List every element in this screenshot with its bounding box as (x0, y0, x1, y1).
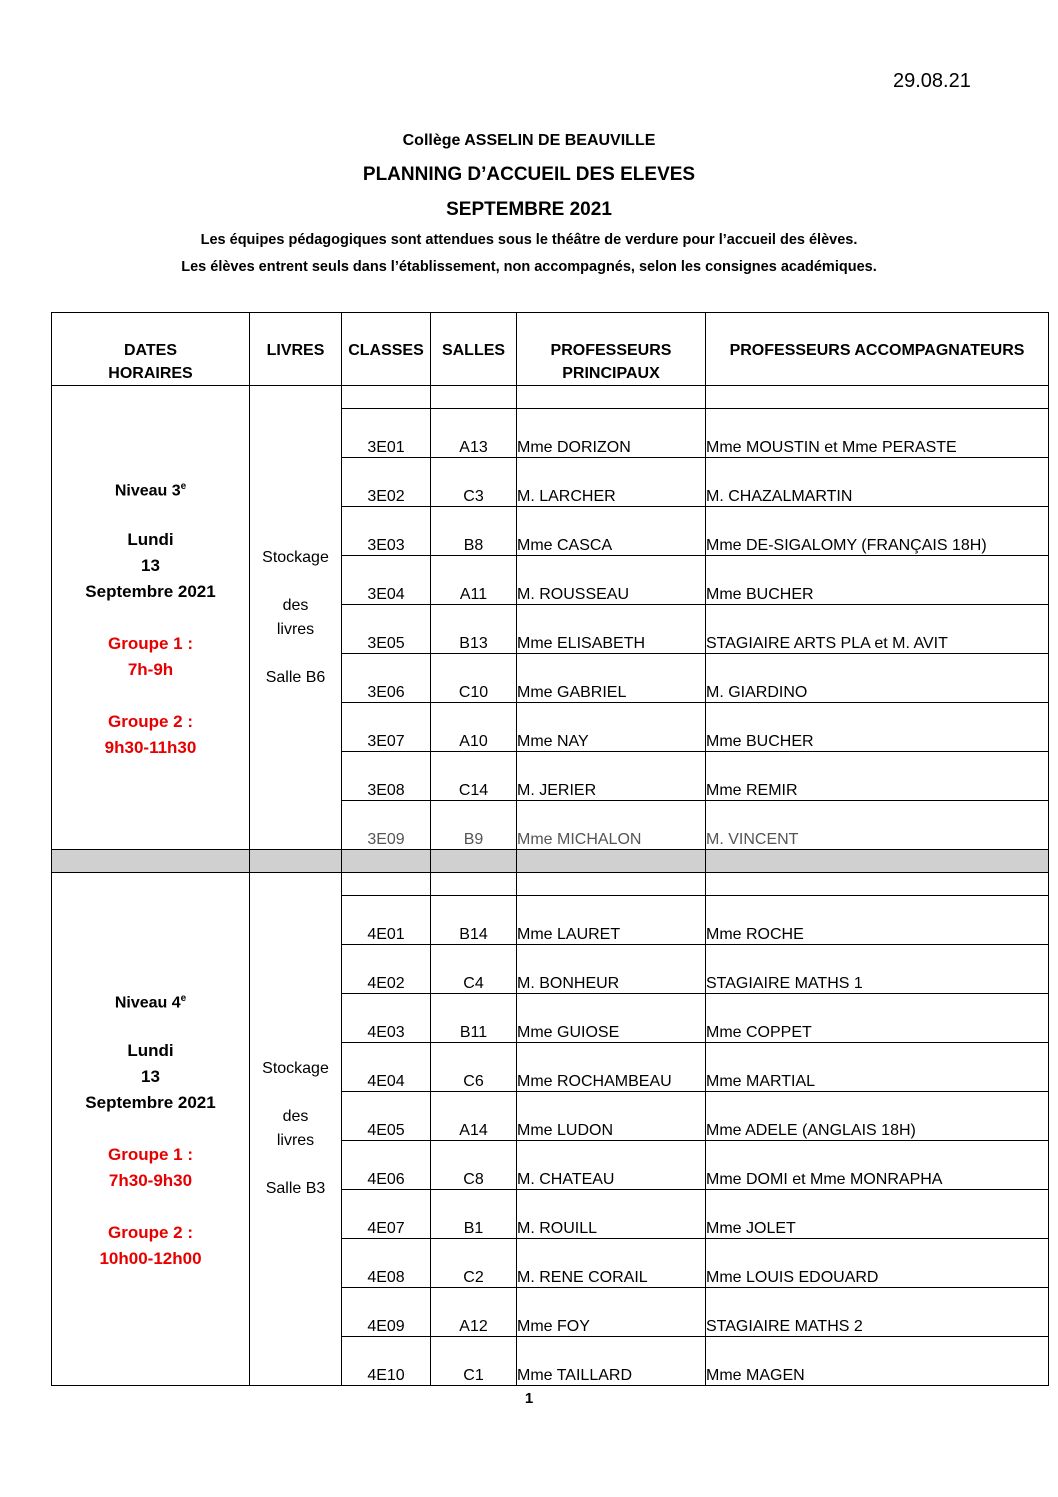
main-teacher-cell: Mme TAILLARD (517, 1337, 706, 1386)
main-teacher-cell: Mme GUIOSE (517, 994, 706, 1043)
class-cell: 4E10 (342, 1337, 431, 1386)
level-label: Niveau 4e (114, 992, 187, 1012)
books-storage-cell (250, 386, 342, 850)
group-1-time: 7h-9h (127, 659, 174, 679)
books-storage-cell (250, 873, 342, 1386)
month-label: Septembre 2021 (85, 581, 216, 601)
header-professeurs-principaux: PROFESSEURS PRINCIPAUX (517, 313, 706, 386)
room-cell: B8 (431, 507, 517, 556)
dates-horaires-cell (52, 873, 250, 1386)
accompanying-teacher-cell: Mme MOUSTIN et Mme PERASTE (706, 409, 1049, 458)
class-cell: 3E08 (342, 752, 431, 801)
main-teacher-cell: Mme ELISABETH (517, 605, 706, 654)
room-cell: B1 (431, 1190, 517, 1239)
class-cell: 4E08 (342, 1239, 431, 1288)
main-teacher-cell: M. LARCHER (517, 458, 706, 507)
main-teacher-cell: Mme LUDON (517, 1092, 706, 1141)
main-teacher-cell: M. RENE CORAIL (517, 1239, 706, 1288)
class-cell: 3E04 (342, 556, 431, 605)
planning-table (51, 312, 1049, 1386)
room-cell: C4 (431, 945, 517, 994)
class-cell: 3E02 (342, 458, 431, 507)
accompanying-teacher-cell: STAGIAIRE ARTS PLA et M. AVIT (706, 605, 1049, 654)
class-cell: 4E06 (342, 1141, 431, 1190)
class-cell: 3E03 (342, 507, 431, 556)
room-cell: B11 (431, 994, 517, 1043)
main-teacher-cell: Mme LAURET (517, 896, 706, 945)
header-professeurs-accompagnateurs: PROFESSEURS ACCOMPAGNATEURS (706, 313, 1049, 386)
accompanying-teacher-cell: M. GIARDINO (706, 654, 1049, 703)
class-cell: 3E06 (342, 654, 431, 703)
books-line-2: des (282, 1108, 309, 1125)
group-2-label: Groupe 2 : (107, 711, 193, 731)
books-line-1: Stockage (262, 1060, 329, 1077)
room-cell: B13 (431, 605, 517, 654)
room-cell: C3 (431, 458, 517, 507)
main-teacher-cell: M. BONHEUR (517, 945, 706, 994)
header-salles: SALLES (431, 313, 517, 386)
accompanying-teacher-cell: STAGIAIRE MATHS 1 (706, 945, 1049, 994)
accompanying-teacher-cell: Mme BUCHER (706, 556, 1049, 605)
group-2-time: 9h30-11h30 (104, 737, 197, 757)
books-room: Salle B6 (265, 668, 326, 686)
room-cell: C8 (431, 1141, 517, 1190)
accompanying-teacher-cell: Mme MARTIAL (706, 1043, 1049, 1092)
books-line-3: livres (276, 620, 315, 638)
room-cell: B14 (431, 896, 517, 945)
header-livres: LIVRES (250, 313, 342, 386)
dates-horaires-cell (52, 386, 250, 850)
room-cell: A14 (431, 1092, 517, 1141)
level-label: Niveau 3e (114, 481, 187, 500)
room-cell: C10 (431, 654, 517, 703)
main-teacher-cell: Mme ROCHAMBEAU (517, 1043, 706, 1092)
books-line-3: livres (276, 1132, 315, 1149)
main-teacher-cell: Mme NAY (517, 703, 706, 752)
class-cell: 4E07 (342, 1190, 431, 1239)
main-teacher-cell: M. JERIER (517, 752, 706, 801)
main-teacher-cell: Mme FOY (517, 1288, 706, 1337)
block-niveau-4 (52, 873, 1049, 1386)
class-cell: 4E05 (342, 1092, 431, 1141)
room-cell: C1 (431, 1337, 517, 1386)
group-1-label: Groupe 1 : (107, 1145, 193, 1165)
group-1-time: 7h30-9h30 (108, 1171, 193, 1191)
room-cell: A10 (431, 703, 517, 752)
accompanying-teacher-cell: STAGIAIRE MATHS 2 (706, 1288, 1049, 1337)
room-cell: C2 (431, 1239, 517, 1288)
accompanying-teacher-cell: M. CHAZALMARTIN (706, 458, 1049, 507)
accompanying-teacher-cell: Mme DOMI et Mme MONRAPHA (706, 1141, 1049, 1190)
table-header-row (52, 313, 1049, 386)
page-number: 1 (524, 1390, 534, 1407)
instruction-line-1: Les équipes pédagogiques sont attendues sous le théâtre de verdure pour l’accueil des élèves. (200, 232, 858, 248)
college-name: Collège ASSELIN DE BEAUVILLE (402, 132, 656, 149)
group-1-label: Groupe 1 : (107, 633, 193, 653)
accompanying-teacher-cell: Mme ADELE (ANGLAIS 18H) (706, 1092, 1049, 1141)
class-cell: 4E01 (342, 896, 431, 945)
books-line-1: Stockage (262, 548, 329, 566)
group-2-time: 10h00-12h00 (99, 1249, 202, 1269)
day-label: Lundi (127, 1041, 174, 1061)
accompanying-teacher-cell: Mme COPPET (706, 994, 1049, 1043)
accompanying-teacher-cell: Mme REMIR (706, 752, 1049, 801)
room-cell: C6 (431, 1043, 517, 1092)
class-cell: 4E02 (342, 945, 431, 994)
separator-block (52, 850, 1049, 873)
accompanying-teacher-cell: Mme BUCHER (706, 703, 1049, 752)
header-dates: DATES HORAIRES (52, 313, 250, 386)
class-cell: 4E09 (342, 1288, 431, 1337)
accompanying-teacher-cell: M. VINCENT (706, 801, 1049, 850)
day-number: 13 (141, 555, 160, 575)
document-date: 29.08.21 (893, 70, 971, 92)
day-label: Lundi (127, 529, 174, 549)
room-cell: C14 (431, 752, 517, 801)
class-cell: 3E07 (342, 703, 431, 752)
room-cell: B9 (431, 801, 517, 850)
main-teacher-cell: Mme CASCA (517, 507, 706, 556)
header-classes: CLASSES (342, 313, 431, 386)
accompanying-teacher-cell: Mme LOUIS EDOUARD (706, 1239, 1049, 1288)
main-teacher-cell: M. CHATEAU (517, 1141, 706, 1190)
main-teacher-cell: M. ROUSSEAU (517, 556, 706, 605)
main-teacher-cell: Mme DORIZON (517, 409, 706, 458)
accompanying-teacher-cell: Mme MAGEN (706, 1337, 1049, 1386)
document-title: PLANNING D’ACCUEIL DES ELEVES (362, 164, 696, 185)
class-cell: 4E04 (342, 1043, 431, 1092)
accompanying-teacher-cell: Mme JOLET (706, 1190, 1049, 1239)
class-cell: 3E05 (342, 605, 431, 654)
room-cell: A13 (431, 409, 517, 458)
accompanying-teacher-cell: Mme DE-SIGALOMY (FRANÇAIS 18H) (706, 507, 1049, 556)
room-cell: A11 (431, 556, 517, 605)
group-2-label: Groupe 2 : (107, 1223, 193, 1243)
class-cell: 3E09 (342, 801, 431, 850)
room-cell: A12 (431, 1288, 517, 1337)
books-line-2: des (282, 596, 309, 614)
main-teacher-cell: M. ROUILL (517, 1190, 706, 1239)
block-niveau-3 (52, 386, 1049, 850)
document-month: SEPTEMBRE 2021 (446, 199, 612, 220)
books-room: Salle B3 (265, 1180, 326, 1197)
main-teacher-cell: Mme GABRIEL (517, 654, 706, 703)
main-teacher-cell: Mme MICHALON (517, 801, 706, 850)
day-number: 13 (141, 1067, 160, 1087)
month-label: Septembre 2021 (85, 1093, 216, 1113)
class-cell: 3E01 (342, 409, 431, 458)
instruction-line-2: Les élèves entrent seuls dans l’établissement, non accompagnés, selon les consignes académiques. (181, 259, 877, 275)
accompanying-teacher-cell: Mme ROCHE (706, 896, 1049, 945)
class-cell: 4E03 (342, 994, 431, 1043)
